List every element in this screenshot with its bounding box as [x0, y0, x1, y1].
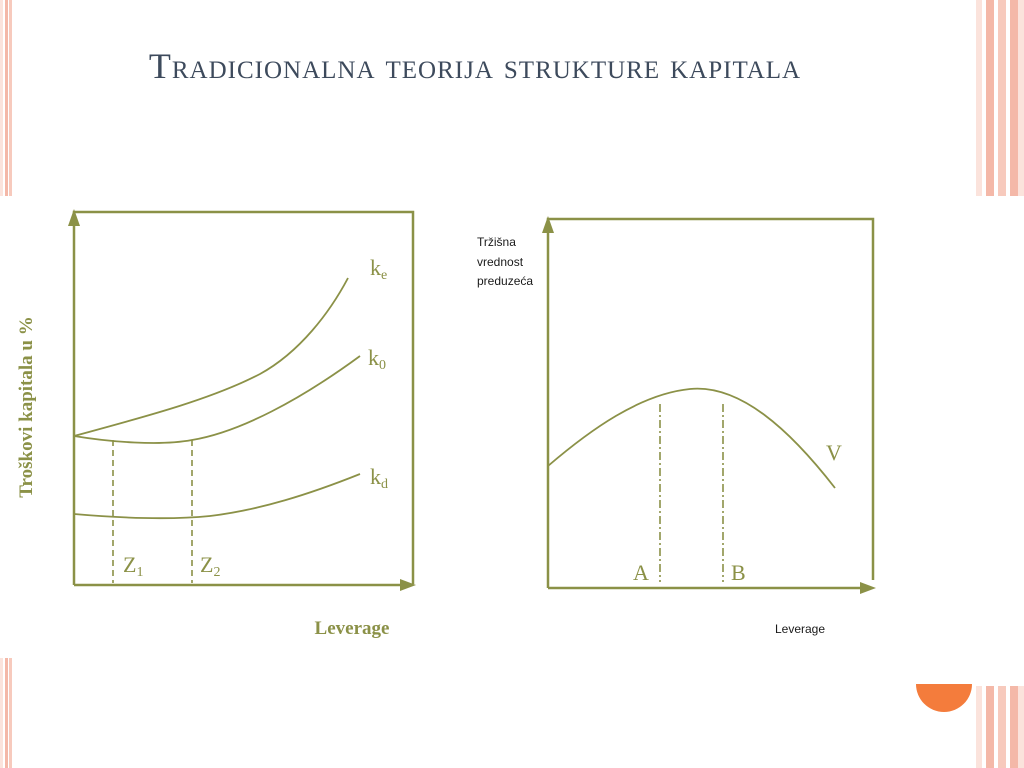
left-chart-ylabel: Troškovi kapitala u %	[16, 316, 37, 498]
left-chart-xlabel: Leverage	[314, 618, 390, 639]
right-chart-ylabel-line-2: vrednost	[477, 255, 524, 269]
v-curve	[548, 389, 835, 488]
v-label: V	[826, 440, 842, 465]
right-chart	[477, 216, 876, 636]
right-chart-x-arrow	[860, 582, 876, 594]
left-chart	[16, 209, 416, 639]
kd-curve	[74, 474, 360, 518]
ke-curve	[74, 278, 348, 436]
z1-label: Z1	[123, 552, 144, 580]
k0-label: k0	[368, 345, 386, 373]
a-label: A	[633, 560, 649, 585]
right-chart-frame	[548, 219, 873, 580]
orange-bullet-decoration	[916, 684, 972, 712]
slide-title: Tradicionalna teorija strukture kapitala	[148, 46, 802, 86]
z2-label: Z2	[200, 552, 221, 580]
right-chart-ylabel-line-3: preduzeća	[477, 274, 534, 288]
left-chart-frame	[74, 212, 413, 584]
b-label: B	[731, 560, 746, 585]
k0-curve	[74, 356, 360, 443]
ke-label: ke	[370, 255, 388, 283]
kd-label: kd	[370, 464, 388, 492]
right-chart-xlabel: Leverage	[774, 622, 826, 636]
right-chart-ylabel-line-1: Tržišna	[477, 235, 516, 249]
